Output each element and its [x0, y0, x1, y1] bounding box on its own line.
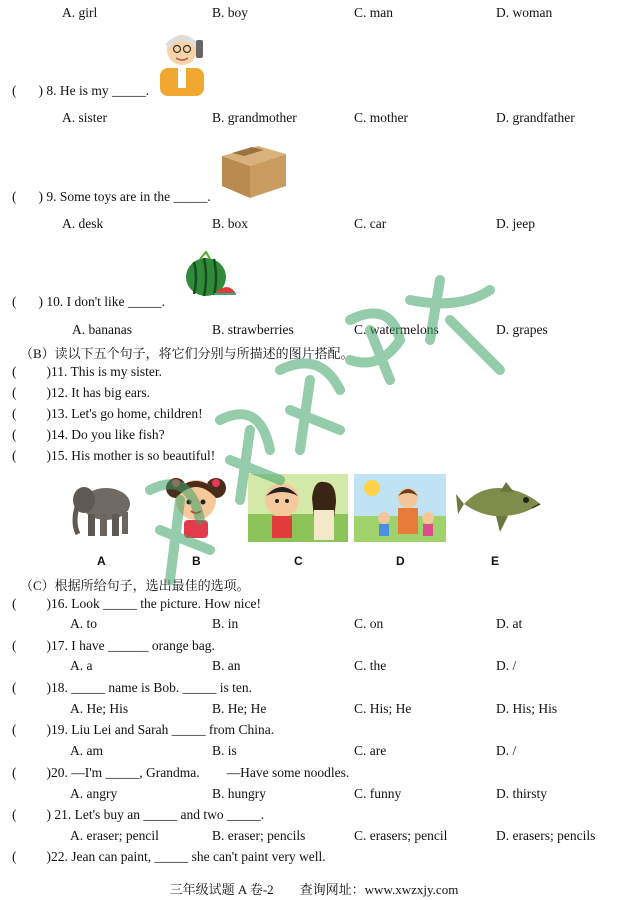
match-item-12: ( )12. It has big ears.	[12, 385, 150, 400]
watermark-graphic	[100, 260, 540, 600]
match-13-number: )13.	[46, 406, 68, 421]
picture-label-b: B	[192, 554, 201, 568]
q10-close-paren: )	[38, 294, 43, 309]
q20-option-d: D. thirsty	[496, 786, 548, 801]
q18-text: _____ name is Bob. _____ is ten.	[71, 680, 252, 695]
grandfather-phone-icon	[154, 28, 212, 96]
match-item-15: ( )15. His mother is so beautiful!	[12, 448, 216, 463]
q16-option-c: C. on	[354, 616, 384, 631]
question-21: ( ) 21. Let's buy an _____ and two _____.	[12, 807, 265, 822]
q21-text: Let's buy an _____ and two _____.	[74, 807, 265, 822]
question-20: ( )20. —I'm _____, Grandma. —Have some noodles.	[12, 765, 350, 780]
question-18: ( )18. _____ name is Bob. _____ is ten.	[12, 680, 252, 695]
q8-close-paren: )	[38, 83, 43, 98]
question-16: ( )16. Look _____ the picture. How nice!	[12, 596, 261, 611]
q18-option-a: A. He; His	[70, 701, 129, 716]
q16-option-d: D. at	[496, 616, 523, 631]
q16-option-a: A. to	[70, 616, 97, 631]
q19-option-c: C. are	[354, 743, 387, 758]
q17-text: I have ______ orange bag.	[71, 638, 215, 653]
q20-option-b: B. hungry	[212, 786, 266, 801]
q21-option-b: B. eraser; pencils	[212, 828, 306, 843]
match-15-text: His mother is so beautiful!	[71, 448, 216, 463]
q8-option-a: A. sister	[62, 110, 107, 125]
q19-text: Liu Lei and Sarah _____ from China.	[71, 722, 275, 737]
q8-option-d: D. grandfather	[496, 110, 575, 125]
q18-number: )18.	[46, 680, 68, 695]
picture-label-e: E	[491, 554, 500, 568]
match-item-14: ( )14. Do you like fish?	[12, 427, 165, 442]
q10-text: I don't like _____.	[66, 294, 166, 309]
q17-option-c: C. the	[354, 658, 387, 673]
picture-label-c: C	[294, 554, 303, 568]
family-outdoors-icon	[354, 474, 446, 542]
girl-icon	[164, 474, 228, 538]
q21-option-c: C. erasers; pencil	[354, 828, 448, 843]
match-13-text: Let's go home, children!	[71, 406, 203, 421]
match-item-11: ( )11. This is my sister.	[12, 364, 163, 379]
q17-option-b: B. an	[212, 658, 241, 673]
q10-option-a: A. bananas	[72, 322, 132, 337]
q16-number: )16.	[46, 596, 68, 611]
picture-label-a: A	[97, 554, 106, 568]
match-12-number: )12.	[46, 385, 68, 400]
match-11-number: )11.	[46, 364, 68, 379]
q19-option-b: B. is	[212, 743, 237, 758]
section-b-heading: （B）读以下五个句子，将它们分别与所描述的图片搭配。	[20, 346, 354, 361]
match-12-text: It has big ears.	[71, 385, 150, 400]
q8-text: He is my _____.	[59, 83, 150, 98]
q17-option-a: A. a	[70, 658, 93, 673]
q7-option-c: C. man	[354, 5, 393, 20]
section-c-heading: （C）根据所给句子，选出最佳的选项。	[20, 578, 250, 593]
question-8	[12, 83, 149, 99]
match-14-number: )14.	[46, 427, 68, 442]
q10-number: 10.	[46, 294, 64, 309]
fish-icon	[456, 474, 544, 540]
q8-open-paren: (	[12, 83, 17, 98]
q9-text: Some toys are in the _____.	[59, 189, 211, 204]
watermelon-icon	[180, 250, 238, 300]
q10-option-d: D. grapes	[496, 322, 548, 337]
q9-option-c: C. car	[354, 216, 387, 231]
q7-option-b: B. boy	[212, 5, 249, 20]
q18-option-d: D. His; His	[496, 701, 558, 716]
q7-option-a: A. girl	[62, 5, 98, 20]
q20-number: )20.	[46, 765, 68, 780]
q10-option-c: C. watermelons	[354, 322, 439, 337]
q20-option-c: C. funny	[354, 786, 402, 801]
q8-option-c: C. mother	[354, 110, 408, 125]
q22-number: )22.	[46, 849, 68, 864]
q7-option-d: D. woman	[496, 5, 553, 20]
q21-option-d: D. erasers; pencils	[496, 828, 596, 843]
q21-option-a: A. eraser; pencil	[70, 828, 159, 843]
q16-option-b: B. in	[212, 616, 239, 631]
q10-open-paren: (	[12, 294, 17, 309]
match-14-text: Do you like fish?	[71, 427, 165, 442]
cardboard-box-icon	[218, 134, 290, 200]
q17-option-d: D. /	[496, 658, 517, 673]
q20-option-a: A. angry	[70, 786, 118, 801]
q9-option-d: D. jeep	[496, 216, 535, 231]
question-17: ( )17. I have ______ orange bag.	[12, 638, 215, 653]
q18-option-b: B. He; He	[212, 701, 267, 716]
elephant-icon	[68, 478, 134, 540]
q9-number: 9.	[46, 189, 57, 204]
q21-number: ) 21.	[46, 807, 72, 822]
boy-and-mother-icon	[248, 474, 348, 542]
q17-number: )17.	[46, 638, 68, 653]
picture-label-d: D	[396, 554, 405, 568]
q18-option-c: C. His; He	[354, 701, 412, 716]
question-19: ( )19. Liu Lei and Sarah _____ from China.	[12, 722, 275, 737]
q8-number: 8.	[46, 83, 57, 98]
q16-text: Look _____ the picture. How nice!	[71, 596, 261, 611]
q19-option-a: A. am	[70, 743, 103, 758]
q9-open-paren: (	[12, 189, 17, 204]
question-9	[12, 189, 211, 205]
q8-option-b: B. grandmother	[212, 110, 297, 125]
page-footer: 三年级试题 A 卷-2 查询网址：www.xwzxjy.com	[169, 882, 459, 897]
q22-text: Jean can paint, _____ she can't paint very well.	[71, 849, 326, 864]
question-10	[12, 294, 165, 310]
q19-option-d: D. /	[496, 743, 517, 758]
question-22: ( )22. Jean can paint, _____ she can't paint very well.	[12, 849, 326, 864]
match-11-text: This is my sister.	[70, 364, 163, 379]
match-item-13: ( )13. Let's go home, children!	[12, 406, 203, 421]
q10-option-b: B. strawberries	[212, 322, 294, 337]
q9-close-paren: )	[38, 189, 43, 204]
q9-option-a: A. desk	[62, 216, 104, 231]
q20-text: —I'm _____, Grandma. —Have some noodles.	[71, 765, 350, 780]
q9-option-b: B. box	[212, 216, 249, 231]
q19-number: )19.	[46, 722, 68, 737]
match-15-number: )15.	[46, 448, 68, 463]
